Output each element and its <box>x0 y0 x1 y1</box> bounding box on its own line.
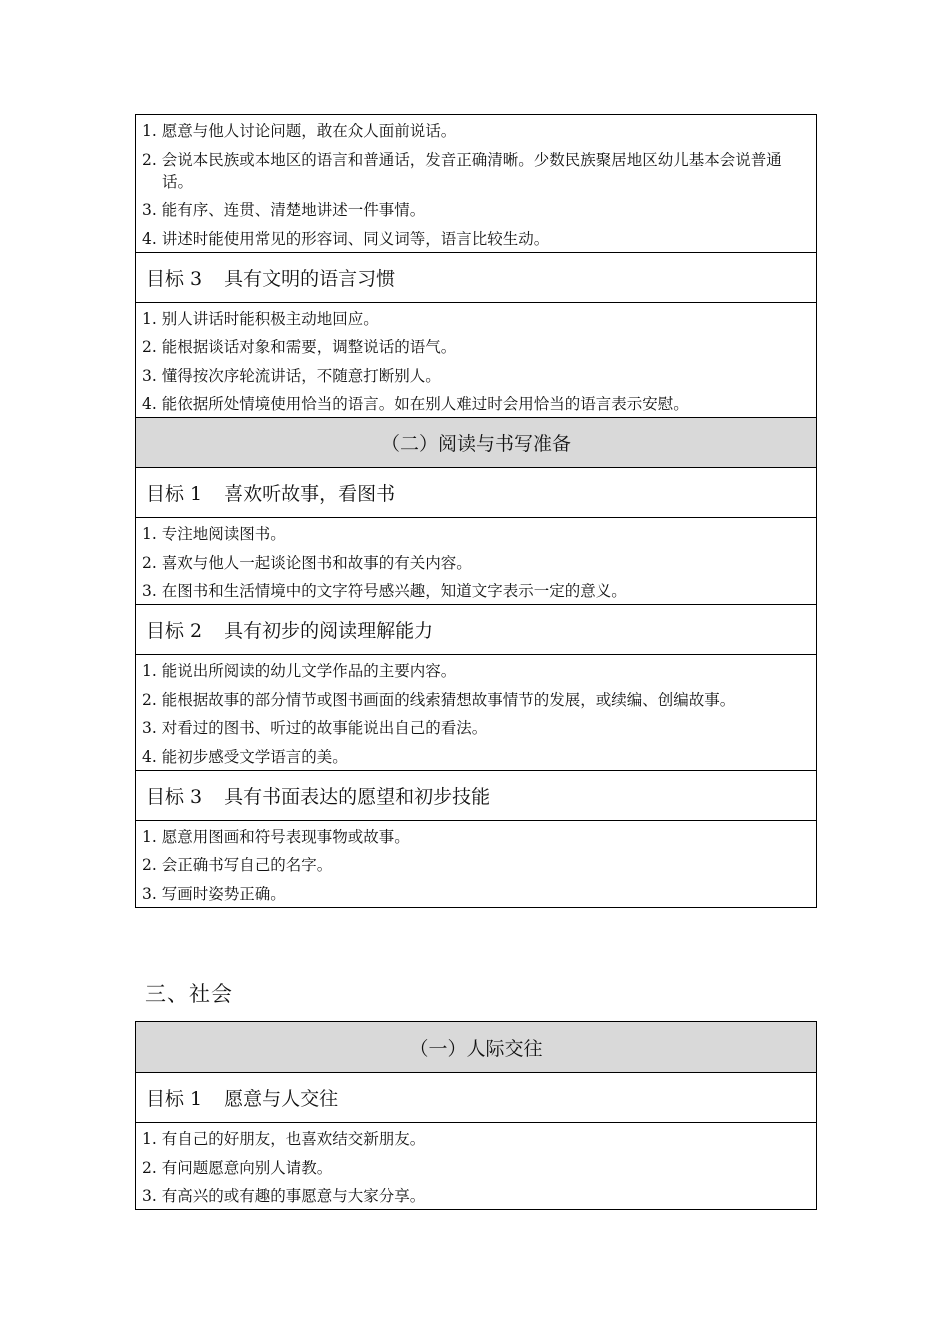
guideline-table-society <box>135 1021 817 1210</box>
goal-number: 目标 3 <box>146 267 203 290</box>
goal-title: 愿意与人交往 <box>224 1088 339 1110</box>
goal-heading-willing-to-interact <box>136 1072 816 1122</box>
goal-items-willing-to-interact <box>136 1122 816 1207</box>
list-item: 3. 对看过的图书、听过的故事能说出自己的看法。 <box>142 719 488 737</box>
list-item: 3. 懂得按次序轮流讲话，不随意打断别人。 <box>142 366 441 385</box>
list-item: 2. 会正确书写自己的名字。 <box>142 856 333 874</box>
goal-heading-reading-comprehension <box>136 604 816 654</box>
list-item: 4. 讲述时能使用常见的形容词、同义词等，语言比较生动。 <box>142 229 550 248</box>
goal-heading-written-expression <box>136 770 816 820</box>
goal-items-enjoy-stories <box>136 517 816 602</box>
goal-items-reading-comprehension <box>136 654 816 768</box>
chapter-heading-society: 三、社会 <box>145 982 233 1006</box>
list-item: 2. 能根据谈话对象和需要，调整说话的语气。 <box>142 338 457 356</box>
goal-number: 目标 2 <box>146 620 203 642</box>
goal-items-written-expression <box>136 820 816 905</box>
section-heading-interpersonal: （一）人际交往 <box>136 1022 816 1072</box>
goal-title: 具有初步的阅读理解能力 <box>224 620 434 642</box>
list-item: 3. 写画时姿势正确。 <box>142 884 286 903</box>
list-item: 3. 在图书和生活情境中的文字符号感兴趣，知道文字表示一定的意义。 <box>142 582 627 600</box>
goal-items-civil-language <box>136 302 816 416</box>
goal-number: 目标 3 <box>146 785 203 808</box>
list-item: 2. 有问题愿意向别人请教。 <box>142 1158 333 1177</box>
goal-title: 具有书面表达的愿望和初步技能 <box>224 785 491 808</box>
list-item: 1. 愿意用图画和符号表现事物或故事。 <box>142 827 410 846</box>
list-item: 4. 能依据所处情境使用恰当的语言。如在别人难过时会用恰当的语言表示安慰。 <box>142 395 689 413</box>
goal-heading-enjoy-stories <box>136 467 816 517</box>
goal-heading-civil-language <box>136 252 816 302</box>
goal-items-speaking <box>136 115 816 250</box>
guideline-table-language <box>135 114 817 908</box>
goal-number: 目标 1 <box>146 1088 203 1110</box>
list-item: 1. 有自己的好朋友，也喜欢结交新朋友。 <box>142 1130 426 1148</box>
list-item: 1. 能说出所阅读的幼儿文学作品的主要内容。 <box>142 662 457 680</box>
list-item: 1. 愿意与他人讨论问题，敢在众人面前说话。 <box>142 122 457 140</box>
section-heading-reading-writing: （二）阅读与书写准备 <box>136 417 816 467</box>
goal-title: 喜欢听故事，看图书 <box>224 483 396 505</box>
list-item: 2. 能根据故事的部分情节或图书画面的线索猜想故事情节的发展，或续编、创编故事。 <box>142 690 736 709</box>
list-item: 3. 能有序、连贯、清楚地讲述一件事情。 <box>142 201 426 219</box>
list-item: 4. 能初步感受文学语言的美。 <box>142 747 348 766</box>
list-item: 2. 会说本民族或本地区的语言和普通话，发音正确清晰。少数民族聚居地区幼儿基本会说普通话。 <box>142 150 782 191</box>
goal-title: 具有文明的语言习惯 <box>224 267 396 290</box>
goal-number: 目标 1 <box>146 483 203 505</box>
list-item: 1. 专注地阅读图书。 <box>142 525 286 543</box>
list-item: 1. 别人讲话时能积极主动地回应。 <box>142 309 379 328</box>
list-item: 2. 喜欢与他人一起谈论图书和故事的有关内容。 <box>142 553 472 572</box>
list-item: 3. 有高兴的或有趣的事愿意与大家分享。 <box>142 1187 426 1205</box>
